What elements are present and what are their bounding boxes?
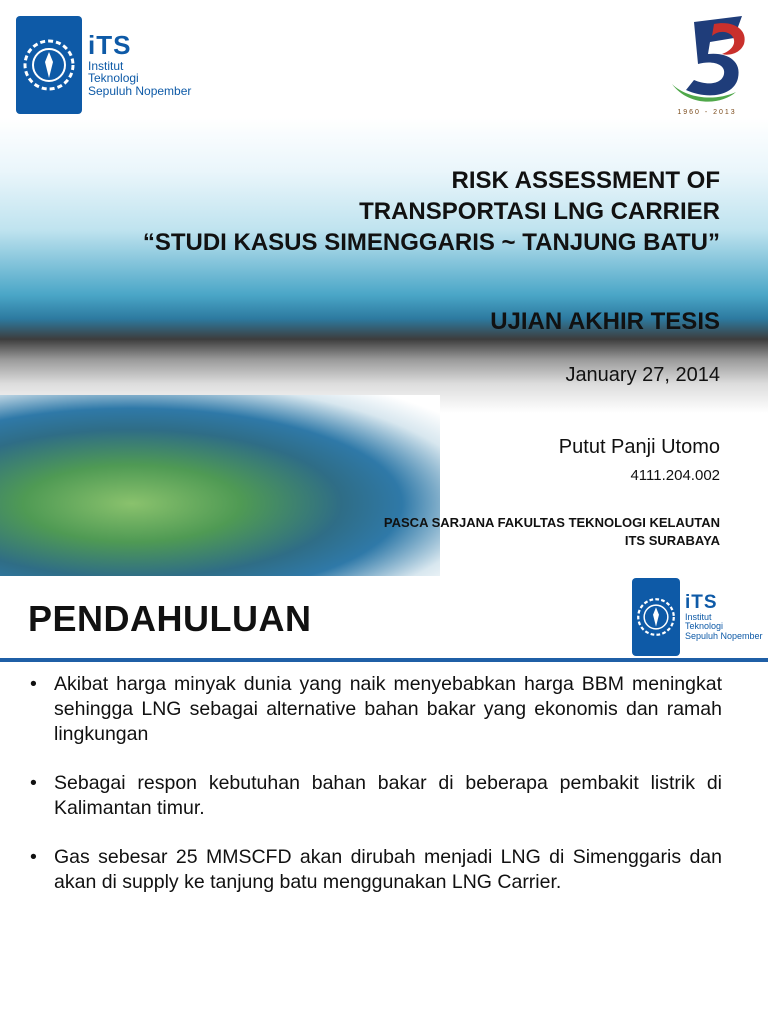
author-name: Putut Panji Utomo: [558, 436, 720, 458]
its-logo-mark: iTS: [88, 30, 132, 61]
bullet-item: • Gas sebesar 25 MMSCFD akan dirubah menjadi LNG di Simenggaris dan akan di supply ke tanjung batu menggunakan LNG Carrier.: [30, 845, 722, 895]
title-line-3: “STUDI KASUS SIMENGGARIS ~ TANJUNG BATU”: [142, 229, 720, 256]
heading-divider: [0, 658, 768, 662]
title-line-2: TRANSPORTASI LNG CARRIER: [359, 198, 720, 225]
gear-emblem-icon: [22, 38, 76, 92]
its-logo-text: [685, 593, 763, 641]
its-emblem-icon: [16, 16, 82, 114]
anniversary-years: 1960 - 2013: [677, 109, 737, 116]
anniversary-logo: [664, 14, 750, 118]
its-logo-line1: Institut: [88, 58, 124, 73]
bullet-list: [30, 672, 722, 919]
exam-subtitle: UJIAN AKHIR TESIS: [490, 308, 720, 335]
its-logo-mark: iTS: [685, 591, 718, 613]
title-line-1: RISK ASSESSMENT OF: [451, 167, 720, 194]
student-id: 4111.204.002: [630, 467, 720, 484]
globe-image: [0, 395, 440, 576]
its-logo: [16, 16, 191, 114]
anniversary-53-icon: [664, 14, 750, 102]
faculty-block: [384, 514, 720, 550]
slide-title: [143, 165, 720, 258]
bullet-item: • Sebagai respon kebutuhan bahan bakar di beberapa pembakit listrik di Kalimantan timur.: [30, 771, 722, 821]
faculty-line-1: PASCA SARJANA FAKULTAS TEKNOLOGI KELAUTAN: [383, 515, 720, 530]
its-logo-line2: Teknologi: [88, 71, 139, 86]
presentation-date: January 27, 2014: [565, 364, 720, 386]
its-logo-line1: Institut: [685, 611, 712, 622]
faculty-line-2: ITS SURABAYA: [624, 533, 720, 548]
its-logo-line3: Sepuluh Nopember: [685, 630, 763, 641]
its-logo-line3: Sepuluh Nopember: [88, 83, 192, 98]
its-logo-text: [88, 32, 191, 97]
slide-heading: PENDAHULUAN: [28, 598, 312, 639]
its-logo-small: [632, 578, 763, 656]
introduction-slide: [0, 576, 768, 1024]
bullet-item: • Akibat harga minyak dunia yang naik menyebabkan harga BBM meningkat sehingga LNG sebagai alternative bahan bakar yang ekonomis dan ramah lingkungan: [30, 672, 722, 747]
its-emblem-icon: [632, 578, 680, 656]
its-logo-line2: Teknologi: [685, 621, 724, 632]
gear-emblem-icon: [636, 597, 676, 637]
